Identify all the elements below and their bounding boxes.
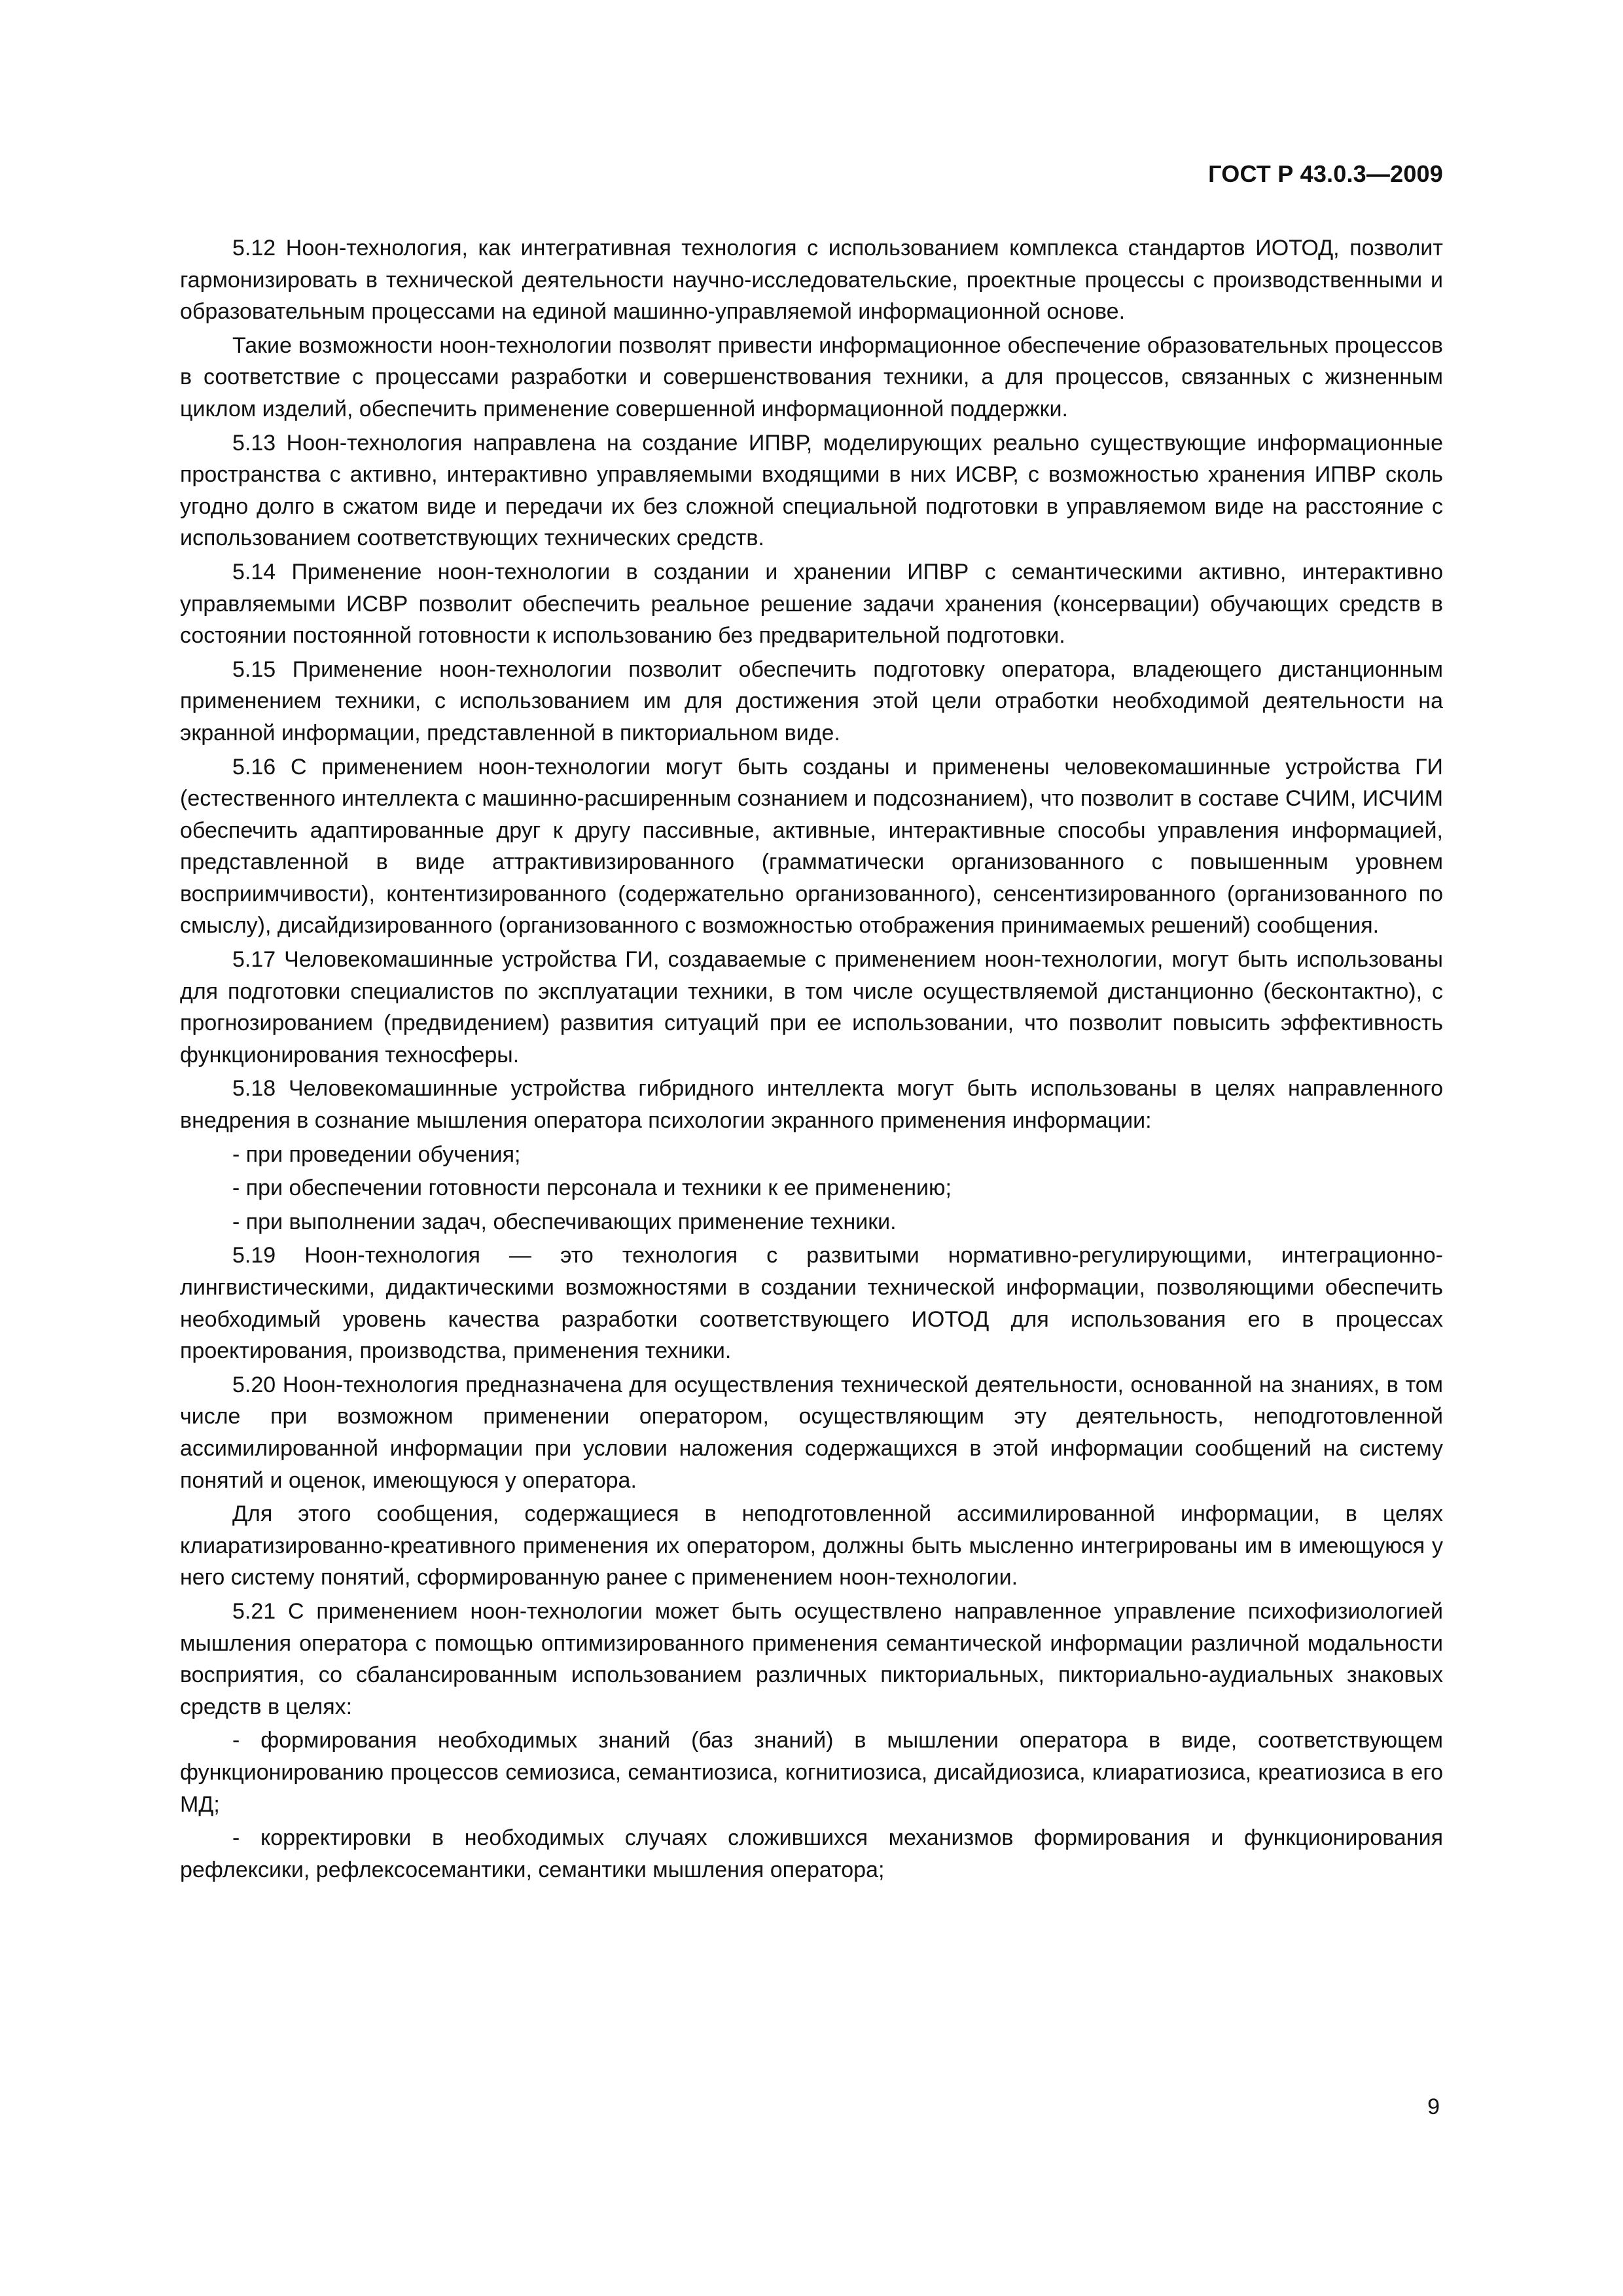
paragraph: Такие возможности ноон-технологии позволят привести информационное обеспечение образовательных процессов в соответствие с процессами разработки и совершенствования техники, а для процессов, связанных с жизненным циклом изделий, обеспечить применение совершенной информационной поддержки.	[180, 332, 1443, 422]
list-item: - корректировки в необходимых случаях сложившихся механизмов формирования и функционирования рефлексики, рефлексосемантики, семантики мышления оператора;	[180, 1825, 1443, 1882]
standard-identifier: ГОСТ Р 43.0.3—2009	[1208, 160, 1443, 187]
paragraph-5-18: 5.18 Человекомашинные устройства гибридного интеллекта могут быть использованы в целях направленного внедрения в сознание мышления оператора психологии экранного применения информации:	[180, 1076, 1443, 1134]
paragraph-5-17: 5.17 Человекомашинные устройства ГИ, создаваемые с применением ноон-технологии, могут быть использованы для подготовки специалистов по эксплуатации техники, в том числе осуществляемой дистанционно (бесконтактно), с прогнозированием (предвидением) развития ситуаций при ее использовании, что позволит повысить эффективность функционирования техносферы.	[180, 947, 1443, 1067]
page-number: 9	[1427, 2094, 1440, 2119]
document-body	[180, 232, 1443, 1888]
list-item: - при проведении обучения;	[232, 1141, 521, 1167]
paragraph-5-15: 5.15 Применение ноон-технологии позволит обеспечить подготовку оператора, владеющего дистанционным применением техники, с использованием им для достижения этой цели отработки необходимой деятельности на экранной информации, представленной в пикториальном виде.	[180, 656, 1443, 745]
paragraph-5-13: 5.13 Ноон-технология направлена на создание ИПВР, моделирующих реально существующие информационные пространства с активно, интерактивно управляемыми входящими в них ИСВР, с возможностью хранения ИПВР сколь угодно долго в сжатом виде и передачи их без сложной специальной подготовки в управляемом виде на расстояние с использованием соответствующих технических средств.	[180, 430, 1443, 551]
paragraph-5-21: 5.21 С применением ноон-технологии может быть осуществлено направленное управление психофизиологией мышления оператора с помощью оптимизированного применения семантической информации различной модальности восприятия, со сбалансированным использованием различных пикториальных, пикториально-аудиальных знаковых средств в целях:	[180, 1598, 1443, 1719]
paragraph-5-12: 5.12 Ноон-технология, как интегративная технология с использованием комплекса стандартов ИОТОД, позволит гармонизировать в технической деятельности научно-исследовательские, проектные процессы с производственными и образовательным процессами на единой машинно-управляемой информационной основе.	[180, 236, 1443, 325]
paragraph-5-14: 5.14 Применение ноон-технологии в создании и хранении ИПВР с семантическими активно, интерактивно управляемыми ИСВР позволит обеспечить реальное решение задачи хранения (консервации) обучающих средств в состоянии постоянной готовности к использованию без предварительной подготовки.	[180, 559, 1443, 649]
paragraph-5-16: 5.16 С применением ноон-технологии могут быть созданы и применены человекомашинные устройства ГИ (естественного интеллекта с машинно-расширенным сознанием и подсознанием), что позволит в составе СЧИМ, ИСЧИМ обеспечить адаптированные друг к другу пассивные, активные, интерактивные способы управления информацией, представленной в виде аттрактивизированного (грамматически организованного с повышенным уровнем восприимчивости), контентизированного (содержательно организованного), сенсентизированного (организованного по смыслу), дисайдизированного (организованного с возможностью отображения принимаемых решений) сообщения.	[180, 754, 1444, 939]
list-item: - формирования необходимых знаний (баз знаний) в мышлении оператора в виде, соответствующем функционированию процессов семиозиса, семантиозиса, когнитиозиса, дисайдиозиса, клиаратиозиса, креатиозиса в его МД;	[180, 1728, 1443, 1817]
list-item: - при выполнении задач, обеспечивающих применение техники.	[232, 1209, 897, 1234]
paragraph-5-20: 5.20 Ноон-технология предназначена для осуществления технической деятельности, основанной на знаниях, в том числе при возможном применении оператором, осуществляющим эту деятельность, неподготовленной ассимилированной информации при условии наложения содержащихся в этой информации сообщений на систему понятий и оценок, имеющуюся у оператора.	[180, 1372, 1443, 1493]
paragraph: Для этого сообщения, содержащиеся в неподготовленной ассимилированной информации, в целях клиаратизированно-креативного применения их оператором, должны быть мысленно интегрированы им в имеющуюся у него систему понятий, сформированную ранее с применением ноон-технологии.	[180, 1501, 1443, 1590]
paragraph-5-19: 5.19 Ноон-технология — это технология с развитыми нормативно-регулирующими, интеграционно-лингвистическими, дидактическими возможностями в создании технической информации, позволяющими обеспечить необходимый уровень качества разработки соответствующего ИОТОД для использования его в процессах проектирования, производства, применения техники.	[180, 1243, 1443, 1364]
list-item: - при обеспечении готовности персонала и техники к ее применению;	[232, 1175, 952, 1201]
